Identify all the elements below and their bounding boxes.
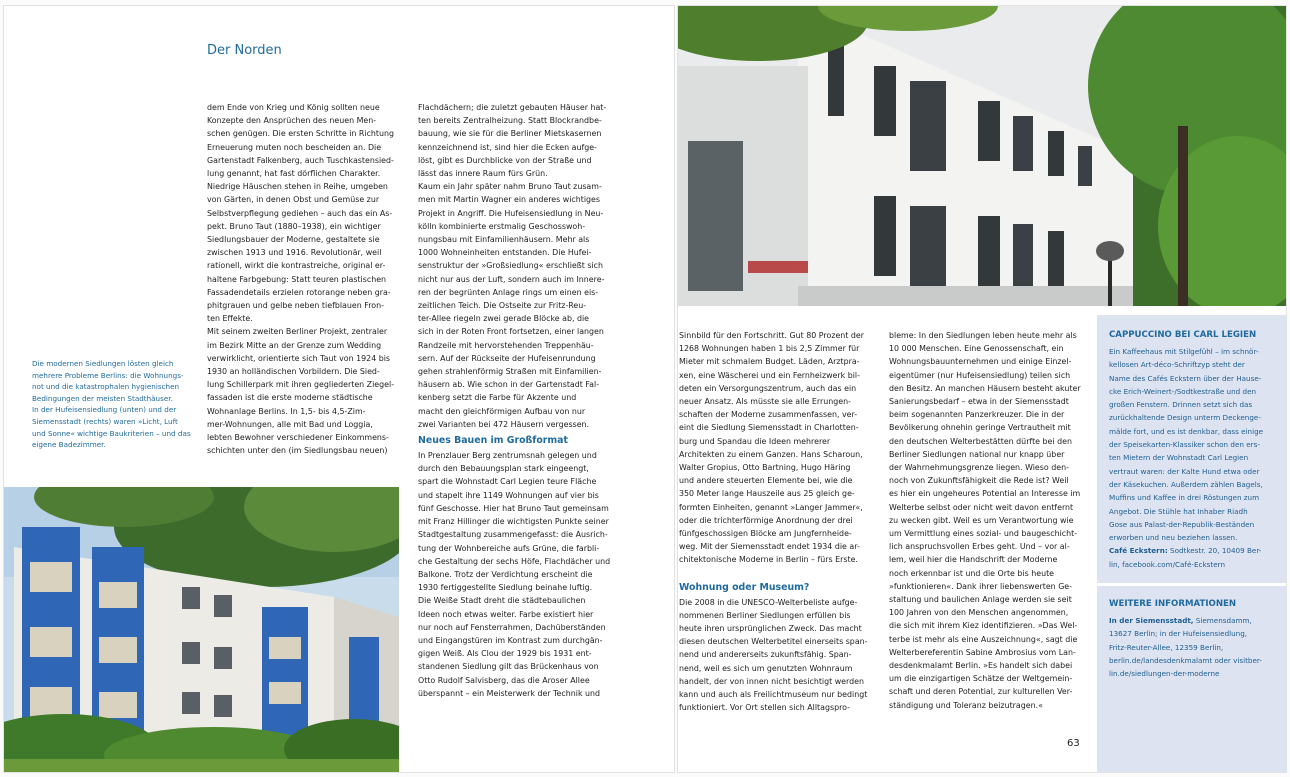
text-column-2 <box>418 101 618 700</box>
page-number: 63 <box>1067 738 1080 749</box>
more-address-line-1: Siemensdamm, <box>1193 616 1252 625</box>
text-line: um die einzigartigen Schätze der Weltgemein- <box>889 674 1073 684</box>
text-line: noch von Zukunftsfähigkeit die Rede ist? Weil <box>889 476 1069 486</box>
text-line: nungsbau mit Einfamilienhäusern. Mehr als <box>418 235 590 245</box>
info-box-cafe-address <box>1109 544 1277 557</box>
text-line: 10 000 Menschen. Eine Genossenschaft, ein <box>889 344 1064 354</box>
text-line: weg. Mit der Siemensstadt endet 1934 die ar- <box>679 542 860 552</box>
text-line: lung genannt, hat fast dörflichen Charakter. <box>207 169 381 179</box>
text-line: In der Hufeisensiedlung (unten) und der <box>32 405 177 415</box>
text-line: haltene Farbgebung: Statt teuren plastischen <box>207 274 387 284</box>
text-line: beim sogenannten Panzerkreuzer. Die in der <box>889 410 1065 420</box>
text-line: 1000 Wohneinheiten entstanden. Die Hufei- <box>418 248 592 258</box>
info-box-more-title: WEITERE INFORMATIONEN <box>1109 599 1237 609</box>
text-line: 100 Jahren von den Menschen angenommen, <box>889 608 1069 618</box>
text-line: ten Effekte. <box>207 314 253 324</box>
text-line: dem Ende von Krieg und König sollten neue <box>207 103 380 112</box>
text-line: Ein Kaffeehaus mit Stilgefühl – im schnör- <box>1109 347 1259 356</box>
text-line: xen, eine Wäscherei und ein Fernheizwerk bil- <box>679 370 860 380</box>
text-line: Walter Gropius, Otto Bartning, Hugo Häring <box>679 463 851 473</box>
text-line: Mit seinem zweiten Berliner Projekt, zentraler <box>207 327 388 337</box>
text-line: der Käsekuchen. Außerdem zählen Bagels, <box>1109 479 1263 489</box>
text-line: spart die Wohnstadt Carl Legien teure Fläche <box>418 477 597 487</box>
text-line: verwirklicht, orientierte sich Taut von 1924 bis <box>207 353 391 363</box>
text-line: senstruktur der »Großsiedlung« erschließt sich <box>418 261 603 271</box>
text-line: neuer Ansatz. Als müsste sie alle Errungen- <box>679 397 851 407</box>
info-box-cafe-text <box>1109 345 1277 544</box>
text-line: formten Einheiten, genannt »Langer Jammer«, <box>679 502 863 512</box>
more-address-line-3: Fritz-Reuter-Allee, 12359 Berlin, <box>1109 642 1224 652</box>
text-line: Randzeile mit hervorstehenden Treppenhäu- <box>418 340 594 350</box>
text-line: ten bereits Zentralheizung. Statt Blockrandbe- <box>418 116 602 126</box>
text-line: nend, weil es sich um genutzten Wohnraum <box>679 663 853 673</box>
text-line: bleme: In den Siedlungen leben heute mehr als <box>889 331 1077 340</box>
text-line: Welterbereferentin Sabine Ambrosius vom Lan- <box>889 647 1076 657</box>
text-line: terbe ist mehr als eine Auszeichnung«, sagt die <box>889 634 1078 644</box>
text-line: im Bezirk Mitte an der Grenze zum Wedding <box>207 340 382 350</box>
text-line: zwischen 1913 und 1916. Revolutionär, weil <box>207 248 382 258</box>
text-line: der Speisekarten-Klassiker schon den ers- <box>1109 440 1260 450</box>
text-line: Architekten zu einem Ganzen. Hans Scharoun, <box>679 449 863 459</box>
text-line: desdenkmalamt Berlin. »Es handelt sich dabei <box>889 661 1073 671</box>
text-line: nur noch auf Fensterrahmen, Dachüberständen <box>418 622 606 632</box>
text-line: gehen strahlenförmig Straßen mit Einfamilien- <box>418 367 602 377</box>
text-line: Die Weiße Stadt dreht die städtebaulichen <box>418 596 586 606</box>
text-line: zu wecken gibt. Weil es um Verantwortung wie <box>889 515 1074 525</box>
text-line: 1268 Wohnungen haben 1 bis 2,5 Zimmer für <box>679 344 860 354</box>
info-box-cafe-title: CAPPUCCINO BEI CARL LEGIEN <box>1109 330 1257 340</box>
text-line: und stapelt ihre 1149 Wohnungen auf vier bis <box>418 490 599 500</box>
text-line: Konzepte den Ansprüchen des neuen Men- <box>207 116 377 126</box>
text-line: Otto Rudolf Salvisberg, das die Aroser Allee <box>418 675 590 685</box>
text-line: lung Schillerpark mit ihren gegliederten Ziegel- <box>207 380 395 390</box>
text-line: eint die Siedlung Siemensstadt in Charlotten- <box>679 423 859 433</box>
text-line: fünfgeschossigen Blöcke am Jungfernheide- <box>679 529 852 539</box>
text-line: fünf Geschosse. Hier hat Bruno Taut gemeinsam <box>418 503 609 513</box>
text-line: Wohnungsbauunternehmen und einige Einzel- <box>889 357 1072 367</box>
text-line: In Prenzlauer Berg zentrumsnah gelegen und <box>418 451 597 461</box>
column-3-text-b <box>679 596 879 715</box>
more-address-line-2: 13627 Berlin; in der Hufeisensiedlung, <box>1109 629 1248 639</box>
text-line: Erneuerung muten noch bescheiden an. Die <box>207 142 382 152</box>
text-line: chitektonische Moderne in Berlin – fürs Erste. <box>679 555 858 565</box>
text-line: erworben und neu beziehen lassen. <box>1109 533 1238 543</box>
text-line: burg und Spandau die Ideen mehrerer <box>679 436 831 446</box>
cafe-address-label: Café Eckstern: <box>1109 546 1168 556</box>
text-line: standenen Siedlung gilt das Brückenhaus von <box>418 662 599 672</box>
text-line: kann und auch als Freilichtmuseum nur bedingt <box>679 690 868 700</box>
text-column-1 <box>207 101 407 457</box>
text-line: tung der Wohnbereiche aufs Grüne, die farbli- <box>418 543 600 553</box>
photo-caption <box>32 358 192 451</box>
info-box-more-address <box>1109 614 1277 627</box>
photo-siemensstadt <box>678 6 1286 306</box>
text-line: den Besitz. An manchen Häusern besteht akuter <box>889 383 1081 393</box>
info-box-cafe <box>1109 329 1277 571</box>
column-2-text-a <box>418 101 618 431</box>
text-column-3 <box>679 329 879 714</box>
text-line: großen Fenstern. Drinnen setzt sich das <box>1109 400 1253 410</box>
text-line: Sanierungsbedarf – etwa in der Siemensstadt <box>889 397 1069 407</box>
text-line: Wohnanlage Berlins. In 1,5- bis 4,5-Zim- <box>207 406 366 416</box>
text-line: kellosen Art-déco-Schriftzyp steht der <box>1109 360 1245 370</box>
text-line: und andere steuerten Elemente bei, wie die <box>679 476 853 486</box>
text-line: schichten unter den (im Siedlungsbau neuen) <box>207 446 388 456</box>
text-line: mälde fort, und es ist denkbar, dass einige <box>1109 426 1264 436</box>
more-address-line-5: lin.de/siedlungen-der-moderne <box>1109 669 1220 679</box>
text-line: Bedingungen der meisten Stadthäuser. <box>32 393 173 403</box>
info-box-more <box>1109 598 1277 680</box>
cafe-address-line-1: Sodtkestr. 20, 10409 Ber- <box>1167 546 1262 556</box>
text-line: um Vermittlung eines sozial- und baugeschicht- <box>889 529 1078 539</box>
text-line: kenberg setzt die Farbe für Akzente und <box>418 393 577 403</box>
text-line: Selbstverpflegung gediehen – auch das ein As- <box>207 208 393 218</box>
more-address-line-4: berlin.de/landesdenkmalamt oder visitber- <box>1109 655 1262 665</box>
text-line: schaften der Moderne zusammenfassen, ver- <box>679 410 858 420</box>
more-address-label: In der Siemensstadt, <box>1109 616 1194 625</box>
text-line: noch erkennbar ist und die Orte bis heute <box>889 568 1055 578</box>
text-line: 1930 an holländischen Vorbildern. Die Sied- <box>207 367 380 377</box>
text-line: löst, gibt es Durchblicke von der Straße und <box>418 155 592 165</box>
text-line: und Sonne« wichtige Baukriterien – und das <box>32 428 191 438</box>
text-line: pekt. Bruno Taut (1880–1938), ein wichtiger <box>207 221 381 231</box>
text-line: 350 Meter lange Hauszeile aus 25 gleich ge- <box>679 489 855 499</box>
text-line: es hier ein ungeheures Potential an Interesse im <box>889 489 1081 499</box>
text-line: handelt, der von innen nicht besichtigt werden <box>679 676 864 686</box>
photo-hufeisensiedlung <box>4 487 399 772</box>
text-line: lem, weil hier die Handschrift der Moderne <box>889 555 1058 565</box>
text-line: Siedlungsbauer der Moderne, gestaltete sie <box>207 235 380 245</box>
text-line: zwei Varianten bei 472 Häusern vergessen. <box>418 419 590 429</box>
text-line: mit Franz Hillinger die wichtigsten Punkte seiner <box>418 517 609 527</box>
text-line: eigentümer (nur Hufeisensiedlung) teilen sich <box>889 370 1071 380</box>
text-line: schaft und deren Potential, zur kulturellen Ver- <box>889 687 1073 697</box>
text-line: ständigung und Toleranz beizutragen.« <box>889 700 1043 710</box>
text-line: den deutschen Welterbestätten dürfte bei den <box>889 436 1072 446</box>
text-line: häusern ab. Wie schon in der Gartenstadt Fal- <box>418 380 600 390</box>
text-line: che Gestaltung der sechs Höfe, Flachdächer und <box>418 556 611 566</box>
text-line: nend und andererseits zukunftsfähig. Span- <box>679 650 852 660</box>
info-box-cafe-address-2: lin, facebook.com/Café-Eckstern <box>1109 559 1225 569</box>
column-2-text-b <box>418 449 618 700</box>
text-line: Stadtgestaltung zusammengefasst: die Ausrich- <box>418 530 608 540</box>
heading-wohnung-oder-museum: Wohnung oder Museum? <box>679 581 810 593</box>
text-line: »funktionieren«. Dank ihrer liebenswerten Ge- <box>889 581 1073 591</box>
text-line: mehrere Probleme Berlins: die Wohnungs- <box>32 370 184 380</box>
text-line: Bevölkerung ohnehin geringe Vertrautheit mit <box>889 423 1071 433</box>
text-line: oder die trichterförmige Anordnung der drei <box>679 515 853 525</box>
text-line: macht den gleichförmigen Aufbau von nur <box>418 406 586 416</box>
text-line: not und die katastrophalen hygienischen <box>32 382 180 392</box>
text-line: fassaden ist die erste moderne städtische <box>207 393 373 403</box>
sidebar-divider <box>1097 583 1286 586</box>
text-column-4 <box>889 329 1089 712</box>
text-line: überspannt – ein Meisterwerk der Technik und <box>418 688 601 698</box>
text-line: zeitlichen Teich. Die Ostseite zur Fritz-Reu- <box>418 301 587 311</box>
text-line: vertraut waren: der Kalte Hund etwa oder <box>1109 466 1260 476</box>
text-line: 1930 fertiggestellte Siedlung beinahe luftig. <box>418 583 593 593</box>
text-line: Name des Cafés Eckstern über der Hause- <box>1109 373 1262 383</box>
text-line: nommenen Berliner Siedlungen erfüllen bis <box>679 610 851 620</box>
text-line: Welterbe selbst oder nicht weit davon entfernt <box>889 502 1074 512</box>
column-3-text-a <box>679 329 879 567</box>
text-line: funktioniert. Vor Ort stellen sich Alltagspro- <box>679 703 850 713</box>
text-line: Muffins und Kaffee in drei Röstungen zum <box>1109 493 1260 503</box>
text-line: lässt das innere Raum fürs Grün. <box>418 169 548 179</box>
text-line: Mieter mit schmalem Budget. Läden, Arztpra- <box>679 357 860 367</box>
info-sidebar <box>1097 315 1286 772</box>
text-line: kennzeichnend ist, sind hier die Ecken aufge- <box>418 142 597 152</box>
text-line: Die 2008 in die UNESCO-Welterbeliste aufge- <box>679 597 858 607</box>
text-line: men mit Martin Wagner ein anderes wichtiges <box>418 195 601 205</box>
text-line: Balkone. Trotz der Verdichtung erscheint die <box>418 569 593 579</box>
text-line: die sich mit ihrem Kiez identifizieren. »Das Wel- <box>889 621 1078 631</box>
text-line: Sinnbild für den Fortschritt. Gut 80 Prozent der <box>679 331 865 340</box>
text-line: Niedrige Häuschen stehen in Reihe, umgeben <box>207 182 388 192</box>
text-line: Ideen noch etwas weiter. Farbe existiert hier <box>418 609 594 619</box>
text-line: diesen deutschen Welterbetitel einerseits span- <box>679 637 868 647</box>
text-line: Gartenstadt Falkenberg, auch Tuschkastensied- <box>207 155 394 165</box>
text-line: mer-Wohnungen, alle mit Bad und Loggia, <box>207 419 373 429</box>
text-line: nicht nur aus der Luft, sondern auch im Innere- <box>418 274 605 284</box>
text-line: eigene Badezimmer. <box>32 440 106 450</box>
text-line: durch den Bebauungsplan stark eingeengt, <box>418 464 589 474</box>
text-line: lich anspruchsvollen Erbes geht. Und – vor al- <box>889 542 1070 552</box>
text-line: Flachdächern; die zuletzt gebauten Häuser hat- <box>418 103 607 112</box>
text-line: Fassadendetails erzielen rotorange neben gra- <box>207 287 391 297</box>
text-line: rationell, wirkt die kontrastreiche, original er- <box>207 261 386 271</box>
text-line: Projekt in Angriff. Die Hufeisensiedlung in Neu- <box>418 208 604 218</box>
text-line: Angebot. Die Stühle hat Inhaber Riadh <box>1109 506 1248 516</box>
text-line: ren der begrünten Anlage rings um einen eis- <box>418 287 599 297</box>
text-line: staltung und baulichen Anlage werden sie seit <box>889 595 1072 605</box>
text-line: bauung, wie sie für die Berliner Mietskasernen <box>418 129 602 139</box>
text-line: kölln kombinierte erstmalig Geschosswoh- <box>418 221 586 231</box>
text-line: ten Mietern der Wohnstadt Carl Legien <box>1109 453 1249 463</box>
text-line: Berliner Siedlungen national nur knapp über <box>889 449 1065 459</box>
text-line: Die modernen Siedlungen lösten gleich <box>32 359 174 368</box>
text-line: Gose aus Palast-der-Republik-Beständen <box>1109 519 1255 529</box>
text-line: ter-Allee riegeln zwei gerade Blöcke ab, die <box>418 314 590 324</box>
text-line: phitgrauen und gelbe neben tiefblauen Fron- <box>207 301 384 311</box>
text-line: Siemensstadt (rechts) waren »Licht, Luft <box>32 416 178 426</box>
heading-neues-bauen: Neues Bauen im Großformat <box>418 435 568 447</box>
text-line: gigen Weiß. Als Clou der 1929 bis 1931 ent- <box>418 649 592 659</box>
text-line: und Eingangstüren im Kontrast zum durchgän- <box>418 635 603 645</box>
text-line: lebten Bewohner verschiedener Einkommens- <box>207 433 389 443</box>
text-line: sich in der Roten Front fortsetzen, einer langen <box>418 327 604 337</box>
section-title: Der Norden <box>207 43 282 58</box>
text-line: sern. Auf der Rückseite der Hufeisenrundung <box>418 353 596 363</box>
text-line: schen genügen. Die ersten Schritte in Richtung <box>207 129 395 139</box>
text-line: deten ein Versorgungszentrum, auch das ein <box>679 383 857 393</box>
text-line: heute ihren ursprünglichen Zweck. Das macht <box>679 624 862 634</box>
text-line: zurückhaltende Design unterm Deckenge- <box>1109 413 1261 423</box>
text-line: cke Erich-Weinert-/Sodtkestraße und den <box>1109 386 1257 396</box>
text-line: von Gärten, in denen Obst und Gemüse zur <box>207 195 380 205</box>
text-line: Kaum ein Jahr später nahm Bruno Taut zusam- <box>418 182 602 192</box>
text-line: der Wahrnehmungsgrenze liegen. Wieso den- <box>889 463 1069 473</box>
